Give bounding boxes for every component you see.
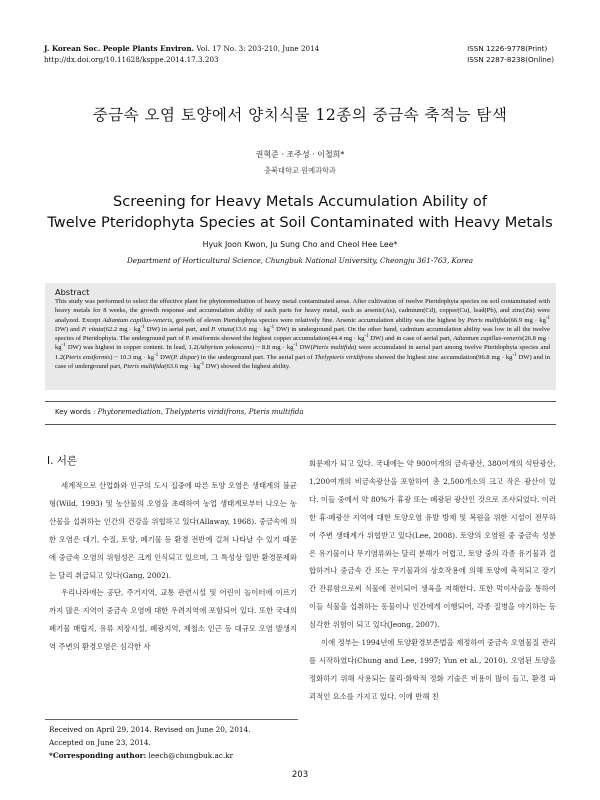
keywords	[55, 408, 550, 416]
issn-block	[467, 43, 554, 65]
accepted-date: Accepted on June 23, 2014.	[49, 738, 151, 747]
keywords-text: Phytoremediation, Thelypteris viridifrons, Pteris multifida	[97, 408, 304, 416]
journal-volume: Vol. 17 No. 3: 203-210, June 2014	[196, 44, 320, 53]
received-date: Received on April 29, 2014. Revised on June 20, 2014.	[49, 725, 251, 734]
author-email[interactable]: leech@chungbuk.ac.kr	[148, 751, 234, 760]
keywords-label: Key words :	[55, 408, 96, 416]
korean-affiliation: 충북대학교 원예과학과	[264, 166, 336, 175]
issn-online: ISSN 2287-8238(Online)	[467, 55, 554, 64]
english-authors: Hyuk Joon Kwon, Ju Sung Cho and Cheol Hee Lee*	[202, 240, 398, 249]
section-heading: Ⅰ. 서론	[47, 455, 78, 467]
paragraph: 이에 정부는 1994년에 토양환경보존법을 제정하여 중금속 오염물질 관리를 시작하였다(Chung and Lee, 1997; Yun et al., 2010). 오염된 토양을 정화하기 위해 사용되는 물리·화학적 정화 기술은 비용이 많이 들고, 환경 파괴적인 요소를 가지고 있다. 이에 반해 친	[309, 638, 556, 701]
journal-name: J. Korean Soc. People Plants Environ.	[44, 44, 195, 53]
journal-header	[44, 43, 319, 65]
divider-bottom	[45, 424, 556, 425]
paragraph: 세계적으로 산업화와 인구의 도시 집중에 따른 토양 오염은 생태계의 불균형(Wild, 1993) 및 농산물의 오염을 초래하여 농업 생태계로부터 나오는 농산물을 섭취하는 인간의 건강을 위협하고 있다(Allaway, 1968). 중금속에 의한 오염은 대기, 수질, 토양, 폐기물 등 환경 전반에 걸쳐 나타날 수 있기 때문에 중금속 오염의 위험성은 크게 인식되고 있으며, 그 특성상 일반 환경문제와는 달리 취급되고 있다(Gang, 2002).	[49, 481, 297, 580]
korean-title: 중금속 오염 토양에서 양치식물 12종의 중금속 축적능 탐색	[92, 106, 508, 124]
abstract-text: This study was performed to select the effective plant for phytoremediation of heavy metal contaminated areas. After cultivation of twelve Pteridophyta species on soil contaminated with heavy metals for 8 weeks, the growth response and accumulation ability of each parts for heavy metal, such as arsenic(As), cadmium(Cd), copper(Cu), lead(Pb), and zinc(Zn) were analyzed. Except Adiantum capillus-veneris, growth of eleven Pteridophyta species were relatively fine. Arsenic accumulation ability was the highest by Pteris multifida(66.9 mg · $kg^{-1}$ DW) and P. vitata(62.2 mg · $kg^{-1}$ DW) in aerial part, and P. vitata(13.6 mg · $kg^{-1}$ DW) in underground part. On the other hand, cadmium accumulation ability was low in all the twelve species of Pteridophyta. The underground part of P. ensiformis showed the highest copper accumulation(44.4 mg · $kg^{-1}$ DW) and in case of aerial part, Adiantum capillus-veneris(26.8 mg · $kg^{-1}$ DW) was highest in copper content. In lead, 1.2(Athyrium yokoscens) ~ 8.8 mg · $kg^{-1}$ DW(Pteris multifida) were accumulated in aerial part among twelve Pteridophyta species and 1.2(Pteris ensiformis) ~ 10.3 mg · $kg^{-1}$ DW(P. dispar) in the underground part. The aerial part of Thelypteris viridifrons showed the highest zinc accumulation(96.8 mg · $kg^{-1}$ DW) and in case of underground part, Pteris multifida(63.6 mg · $kg^{-1}$ DW) showed the highest ability.	[55, 298, 551, 370]
korean-authors: 권혁준 · 조주성 · 이철희*	[255, 150, 345, 159]
footnote-divider	[45, 719, 298, 720]
divider-top	[45, 401, 556, 402]
body-column-right	[309, 455, 556, 706]
doi-link[interactable]: http://dx.doi.org/10.11628/ksppe.2014.17.3.203	[44, 55, 219, 64]
paragraph: 우리나라에는 공단, 주거지역, 교통 관련시설 및 어린이 놀이터에 이르기까지 많은 지역이 중금속 오염에 대한 우려지역에 포함되어 있다. 또한 국내의 폐기물 매립지, 유류 저장시설, 폐광지역, 제철소 인근 등 대규모 오염 발생지역 주변의 환경오염은 심각한 사	[49, 588, 297, 652]
footnotes	[49, 723, 250, 762]
paragraph: 회문제가 되고 있다. 국내에는 약 900여개의 금속광산, 380여개의 석탄광산, 1,200여개의 비금속광산을 포함하여 총 2,500개소의 크고 작은 광산이 있다. 이들 중에서 약 80%가 휴광 또는 폐광된 광산인 것으로 조사되었다. 이러한 휴·폐광산 지역에 대한 토양오염 유발 방제 및 복원을 위한 시설이 전무하여 주변 생태계가 위협받고 있다(Lee, 2008). 토양의 오염원 중 중금속 성분은 유기물이나 무기염류와는 달리 분해가 어렵고, 토양 중의 각종 유기물과 결합하거나 중금속 간 또는 무기물과의 상호작용에 의해 토양에 축적되고 장기간 잔류함으로써 식물에 전이되어 생육을 저해한다. 또한 먹이사슬을 통하여 이들 식물을 섭취하는 동물이나 인간에게 이행되어, 각종 질병을 야기하는 등 심각한 위험이 되고 있다(Jeong, 2007).	[309, 459, 556, 630]
corresponding-author: *Corresponding author: leech@chungbuk.ac.kr	[49, 751, 234, 760]
english-title	[0, 191, 600, 233]
english-affiliation: Department of Horticultural Science, Chungbuk National University, Cheongju 361-763, Korea	[126, 256, 474, 265]
issn-print: ISSN 1226-9778(Print)	[467, 44, 548, 53]
english-title-line-1: Screening for Heavy Metals Accumulation Ability of	[113, 193, 487, 210]
abstract-heading: Abstract	[55, 287, 90, 297]
page-number: 203	[291, 770, 309, 780]
english-title-line-2: Twelve Pteridophyta Species at Soil Contaminated with Heavy Metals	[47, 214, 553, 231]
body-column-left	[49, 477, 297, 656]
